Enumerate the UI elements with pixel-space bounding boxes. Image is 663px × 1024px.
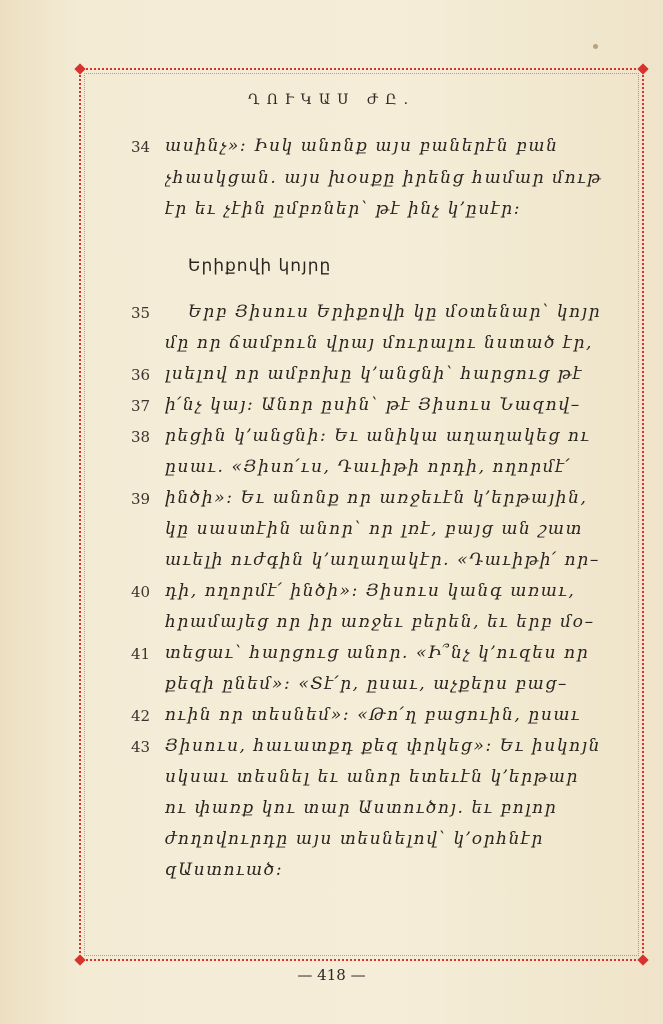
text-line: ուին որ տեսնեմ»: «Թո՛ղ բացուին, ըսաւ: [165, 705, 581, 725]
running-head: ՂՈՒԿԱՍ ԺԸ.: [247, 92, 416, 108]
text-line: լսելով որ ամբոխը կ՚անցնի՝ հարցուց թէ: [165, 364, 584, 384]
text-line: դի, ողորմէ՛ ինծի»: Յիսուս կանգ առաւ,: [165, 581, 576, 601]
verse-number: 35: [131, 304, 151, 322]
text-line: ի՛նչ կայ: Անոր ըսին՝ թէ Յիսուս Նազով–: [165, 395, 581, 415]
text-line: րեցին կ՚անցնի: Եւ անիկա աղաղակեց ու: [165, 426, 591, 446]
verse-number: 39: [131, 490, 151, 508]
text-line: կը սաստէին անոր՝ որ լռէ, բայց ան շատ: [165, 519, 584, 539]
text-line: ասինչ»: Իսկ անոնք այս բաներէն բան: [165, 136, 559, 156]
text-line: ու փառք կու տար Աստուծոյ. եւ բոլոր: [165, 798, 558, 818]
verse-number: 43: [131, 738, 151, 756]
text-line: էր եւ չէին ըմբռներ՝ թէ ինչ կ՚ըսէր:: [165, 199, 522, 219]
text-line: մը որ ճամբուն վրայ մուրալու նստած էր,: [165, 333, 594, 353]
text-line: ինծի»: Եւ անոնք որ առջեւէն կ՚երթային,: [165, 488, 588, 508]
paper-speck: [593, 44, 598, 49]
page-number: — 418 —: [297, 966, 366, 984]
verse-number: 38: [131, 428, 151, 446]
verse-number: 37: [131, 397, 151, 415]
text-line: չհասկցան. այս խօսքը իրենց համար մութ: [165, 168, 603, 188]
verse-number: 34: [131, 138, 151, 156]
verse-number: 40: [131, 583, 151, 601]
text-line: ըսաւ. «Յիսո՛ւս, Դաւիթի որդի, ողորմէ՛: [165, 457, 572, 477]
verse-number: 42: [131, 707, 151, 725]
section-heading: Երիքովի կոյրը: [188, 256, 332, 276]
text-line: քեզի ընեմ»: «Տէ՛ր, ըսաւ, աչքերս բաց–: [165, 674, 568, 694]
verse-number: 41: [131, 645, 151, 663]
text-line: ժողովուրդը այս տեսնելով՝ կ՚օրհնէր: [165, 829, 544, 849]
text-line: զԱստուած:: [165, 860, 284, 880]
verse-number: 36: [131, 366, 151, 384]
text-line: տեցաւ՝ հարցուց անոր. «Ի՞նչ կ՚ուզես որ: [165, 643, 590, 663]
text-line: սկսաւ տեսնել եւ անոր ետեւէն կ՚երթար: [165, 767, 579, 787]
text-line: հրամայեց որ իր առջեւ բերեն, եւ երբ մօ–: [165, 612, 595, 632]
text-line: Յիսուս, հաւատքդ քեզ փրկեց»: Եւ իսկոյն: [165, 736, 602, 756]
text-line: Երբ Յիսուս Երիքովի կը մօտենար՝ կոյր: [188, 302, 602, 322]
text-line: աւելի ուժգին կ՚աղաղակէր. «Դաւիթի՛ որ–: [165, 550, 600, 570]
